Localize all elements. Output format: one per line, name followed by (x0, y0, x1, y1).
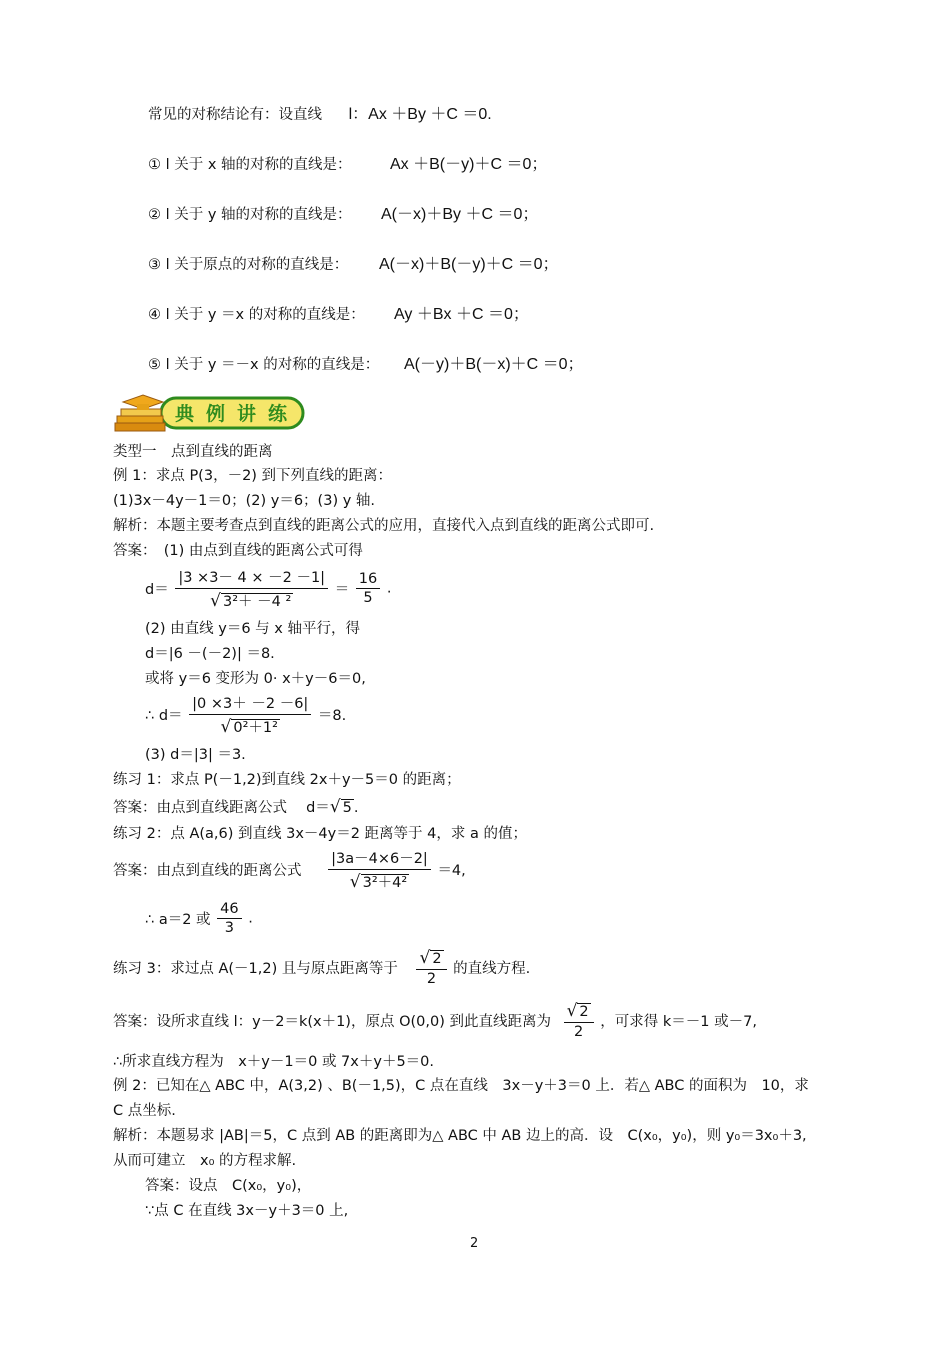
section-banner (113, 392, 308, 434)
symmetry-label-5: ⑤ l 关于 y ＝－x 的对称的直线是： (148, 357, 380, 373)
pr2-result-end: . (248, 910, 253, 927)
part2-line3: 或将 y＝6 变形为 0· x＋y－6＝0, (145, 671, 366, 687)
practice3-question (113, 948, 530, 987)
pr3-lead: 练习 3：求过点 A(－1,2) 且与原点距离等于 (113, 961, 398, 977)
example1-analysis: 解析：本题主要考查点到直线的距离公式的应用，直接代入点到直线的距离公式即可. (113, 518, 655, 534)
d2-right: ＝8. (317, 708, 347, 724)
example2-answer-1: 答案：设点 C(x₀，y₀)， (145, 1178, 312, 1194)
sqrt-icon: √ (329, 797, 341, 817)
pr3-answer-b: ，可求得 k＝－1 或－7, (600, 1014, 757, 1030)
d1-result-fraction (356, 571, 380, 606)
distance-formula-1 (145, 566, 391, 611)
symmetry-formula-3: A(－x)＋B(－y)＋C ＝0； (379, 256, 559, 273)
pr3-answer-num: 2 (579, 1004, 589, 1020)
pr3-end: 的直线方程. (453, 961, 531, 977)
pr2-result-num: 46 (217, 901, 241, 919)
sqrt-icon: √ (210, 591, 221, 611)
example2-line1: 例 2：已知在△ ABC 中，A(3,2) 、B(－1,5)，C 点在直线 3x－y＋3＝0 上．若△ ABC 的面积为 10，求 (113, 1078, 809, 1094)
pr2-result-fraction (217, 901, 241, 936)
d2-denominator: 0²＋1² (233, 720, 278, 736)
distance-formula-2 (145, 692, 346, 737)
sqrt-icon: √ (566, 1001, 578, 1021)
intro-line (148, 106, 492, 124)
pr3-fraction (416, 948, 446, 987)
pr3-answer-fraction (564, 1001, 594, 1040)
pr2-numerator: |3a－4×6－2| (328, 847, 431, 870)
example1-parts: (1)3x－4y－1＝0；(2) y＝6；(3) y 轴. (113, 493, 376, 509)
sqrt-icon: √ (419, 948, 431, 968)
symmetry-formula-1: Ax ＋B(－y)＋C ＝0； (390, 156, 548, 173)
symmetry-formula-2: A(－x)＋By ＋C ＝0； (381, 206, 539, 223)
example2-answer-2: ∵点 C 在直线 3x－y＋3＝0 上, (145, 1203, 349, 1219)
pr2-result-den: 3 (224, 920, 235, 936)
d2-left: ∴ d＝ (145, 708, 183, 724)
sqrt-icon: √ (220, 717, 232, 737)
sqrt-icon: √ (349, 872, 361, 892)
pr1-answer-end: . (353, 800, 359, 816)
d2-numerator: |0 ×3＋ －2 －6| (189, 692, 311, 715)
symmetry-item-3 (148, 256, 559, 274)
symmetry-item-5 (148, 356, 584, 374)
graduation-cap-icon (123, 395, 163, 410)
banner-title: 典例讲练 (175, 403, 300, 425)
books-icon (115, 409, 165, 431)
pr3-num: 2 (432, 951, 442, 967)
symmetry-item-4 (148, 306, 529, 324)
type-heading: 类型一 点到直线的距离 (113, 444, 273, 460)
pr1-answer-lead: 答案：由点到直线距离公式 d＝ (113, 800, 330, 816)
example1-question: 例 1：求点 P(3，－2) 到下列直线的距离： (113, 468, 393, 484)
example2-analysis-1: 解析：本题易求 |AB|＝5，C 点到 AB 的距离即为△ ABC 中 AB 边上的高．设 C(x₀，y₀)，则 y₀＝3x₀＋3, (113, 1128, 807, 1144)
symmetry-label-1: ① l 关于 x 轴的对称的直线是： (148, 157, 352, 173)
symmetry-label-3: ③ l 关于原点的对称的直线是： (148, 257, 349, 273)
pr2-result-lead: ∴ a＝2 或 (145, 912, 211, 928)
part2-line1: (2) 由直线 y＝6 与 x 轴平行，得 (145, 621, 360, 637)
pr3-answer-den: 2 (574, 1024, 584, 1040)
d1-left: d＝ (145, 582, 169, 598)
practice3-answer (113, 1001, 757, 1040)
pr2-denominator: 3²＋4² (362, 875, 408, 891)
example2-analysis-2: 从而可建立 x₀ 的方程求解. (113, 1153, 297, 1169)
pr2-fraction (328, 847, 431, 892)
pr2-answer-lead: 答案：由点到直线的距离公式 (113, 863, 302, 879)
practice3-result: ∴所求直线方程为 x＋y－1＝0 或 7x＋y＋5＝0. (113, 1054, 435, 1070)
example2-line2: C 点坐标. (113, 1103, 176, 1119)
d1-fraction (175, 566, 328, 611)
practice1-question: 练习 1：求点 P(－1,2)到直线 2x＋y－5＝0 的距离； (113, 772, 461, 788)
page-number: 2 (470, 1236, 479, 1251)
symmetry-formula-4: Ay ＋Bx ＋C ＝0； (394, 306, 529, 323)
pr2-right: ＝4, (437, 863, 466, 879)
d1-result-den: 5 (363, 590, 373, 606)
practice1-answer (113, 796, 359, 817)
pr3-answer-a: 答案：设所求直线 l：y－2＝k(x＋1)，原点 O(0,0) 到此直线距离为 (113, 1014, 551, 1030)
d1-denominator: 3²＋ －4 ² (222, 594, 292, 610)
pr3-den: 2 (426, 971, 437, 987)
symmetry-formula-5: A(－y)＋B(－x)＋C ＝0； (404, 356, 584, 373)
intro-formula: l：Ax ＋By ＋C ＝0. (348, 106, 492, 123)
pr1-answer-radicand: 5 (342, 800, 352, 816)
practice2-question: 练习 2：点 A(a,6) 到直线 3x－4y＝2 距离等于 4，求 a 的值； (113, 826, 527, 842)
intro-lead: 常见的对称结论有：设直线 (148, 107, 322, 123)
practice2-result (145, 901, 253, 936)
symmetry-label-4: ④ l 关于 y ＝x 的对称的直线是： (148, 307, 365, 323)
d1-result-num: 16 (356, 571, 380, 589)
d1-end: . (386, 580, 392, 597)
practice2-answer (113, 847, 466, 892)
d1-equals: ＝ (334, 582, 350, 598)
d2-fraction (189, 692, 311, 737)
part3-line: (3) d＝|3| ＝3. (145, 747, 246, 763)
part2-line2: d＝|6 －(－2)| ＝8. (145, 646, 275, 662)
symmetry-label-2: ② l 关于 y 轴的对称的直线是： (148, 207, 352, 223)
example1-answer: 答案： (1) 由点到直线的距离公式可得 (113, 543, 363, 559)
symmetry-item-1 (148, 156, 548, 174)
d1-numerator: |3 ×3－ 4 × －2 －1| (175, 566, 328, 589)
symmetry-item-2 (148, 206, 539, 224)
